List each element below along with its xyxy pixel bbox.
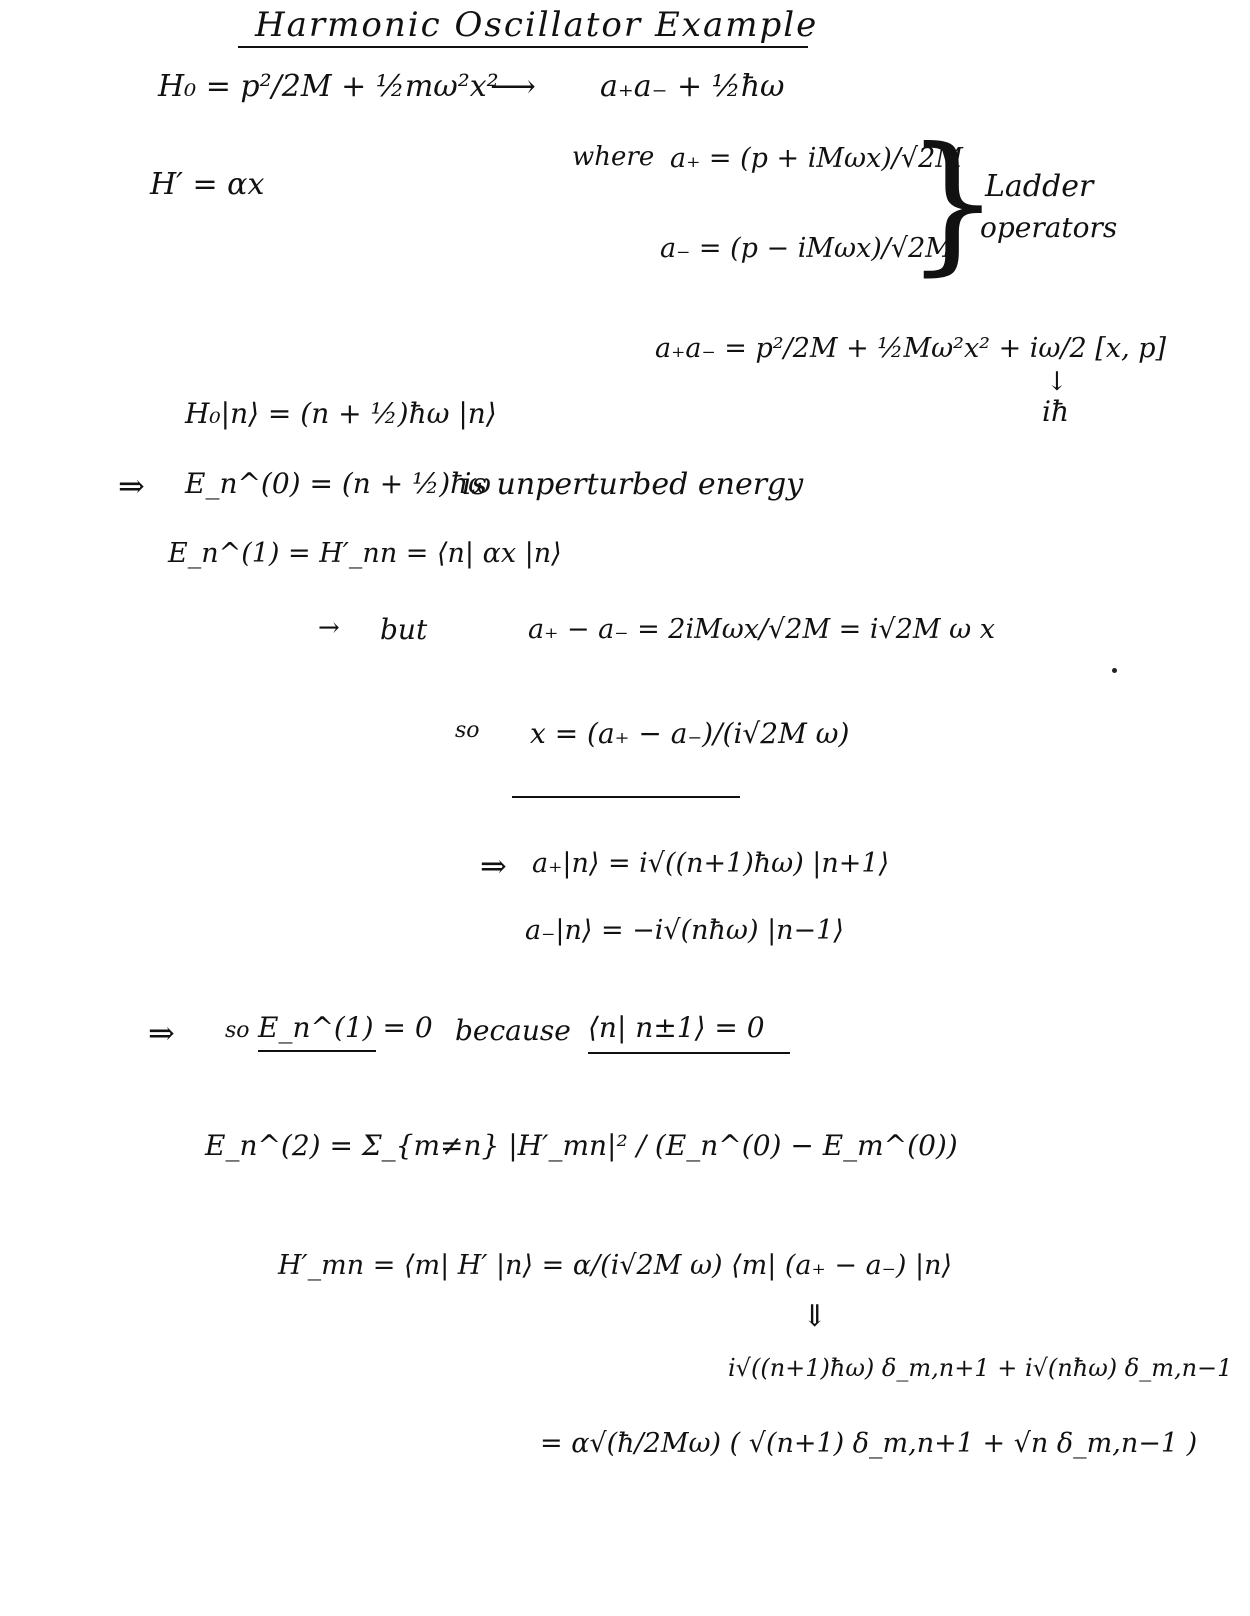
h0-ladder-form: a₊a₋ + ½ħω [600, 69, 785, 104]
h-prime-matrix-element: H′_mn = ⟨m| H′ |n⟩ = α/(i√2M ω) ⟨m| (a₊ − a₋) |n⟩ [278, 1250, 953, 1281]
stray-mark [1112, 668, 1117, 673]
title-underline [238, 46, 808, 48]
but-label: but [380, 613, 428, 646]
second-order-energy: E_n^(2) = Σ_{m≠n} |H′_mn|² / (E_n^(0) − E_m^(0)) [205, 1129, 958, 1162]
lowering-operator-action: a₋|n⟩ = −i√(nħω) |n−1⟩ [525, 915, 844, 946]
x-expression-underline [512, 796, 740, 798]
x-expression: x = (a₊ − a₋)/(i√2M ω) [530, 717, 850, 750]
page-title: Harmonic Oscillator Example [255, 5, 819, 45]
down-arrow-icon: ↓ [1046, 367, 1068, 397]
final-result: = α√(ħ/2Mω) ( √(n+1) δ_m,n+1 + √n δ_m,n−1 ) [540, 1428, 1198, 1459]
unperturbed-energy: E_n^(0) = (n + ½)ħω [185, 467, 492, 500]
where-label: where [572, 142, 655, 172]
a-plus-definition: a₊ = (p + iMωx)/√2M [670, 143, 963, 174]
implies-arrow-icon: ⇒ [118, 467, 145, 505]
because-label: because [455, 1014, 571, 1047]
arrow-right-icon: → [318, 613, 340, 643]
h0-eigen-equation: H₀|n⟩ = (n + ½)ħω |n⟩ [185, 397, 497, 430]
commutator-value: iħ [1042, 395, 1069, 428]
ladder-difference: a₊ − a₋ = 2iMωx/√2M = i√2M ω x [528, 614, 995, 645]
h0-equation: H₀ = p²/2M + ½mω²x² [158, 69, 499, 104]
raising-operator-action: a₊|n⟩ = i√((n+1)ħω) |n+1⟩ [532, 848, 890, 879]
orthogonality-relation: ⟨n| n±1⟩ = 0 [588, 1011, 765, 1044]
first-order-zero-underline [258, 1050, 376, 1052]
operators-label: operators [980, 211, 1118, 244]
first-order-zero: E_n^(1) = 0 [258, 1011, 433, 1044]
h-prime-definition: H′ = αx [150, 167, 265, 202]
ladder-label: Ladder [985, 169, 1094, 204]
implies-arrow-icon: ⇒ [480, 847, 507, 885]
so-label: so [225, 1018, 250, 1043]
orthogonality-underline [588, 1052, 790, 1054]
a-minus-definition: a₋ = (p − iMωx)/√2M [660, 233, 953, 264]
double-down-arrow-icon: ⇓ [802, 1299, 828, 1334]
so-label: so [455, 718, 480, 743]
a-plus-a-minus-expansion: a₊a₋ = p²/2M + ½Mω²x² + iω/2 [x, p] [655, 333, 1167, 364]
delta-expansion: i√((n+1)ħω) δ_m,n+1 + i√(nħω) δ_m,n−1 [728, 1354, 1233, 1382]
right-brace-icon: } [905, 116, 1001, 290]
implies-arrow-icon: ⇒ [148, 1014, 175, 1052]
first-order-energy: E_n^(1) = H′_nn = ⟨n| αx |n⟩ [168, 538, 562, 569]
unperturbed-note: is unperturbed energy [462, 467, 804, 502]
arrow-right-icon: ⟶ [490, 67, 536, 105]
